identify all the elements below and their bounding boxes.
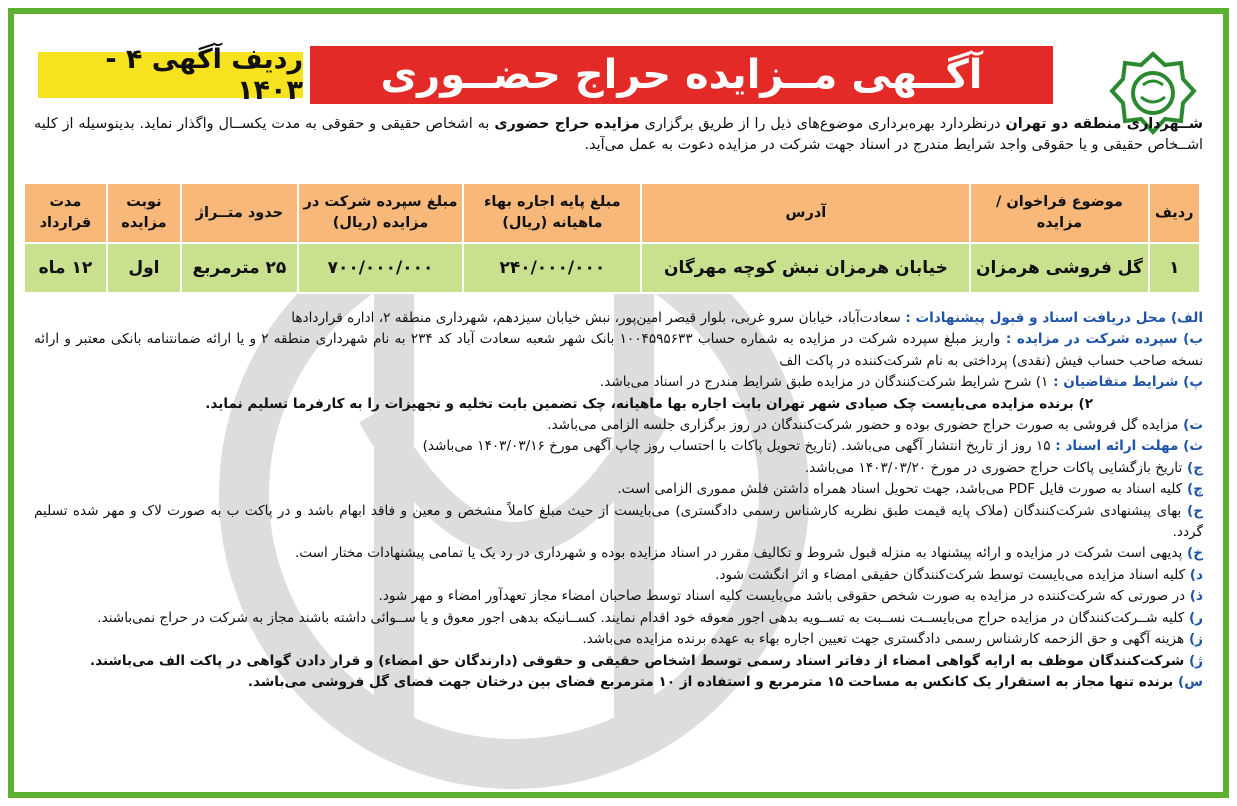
- term-text: ۱۵ روز از تاریخ انتشار آگهی می‌باشد. (تاریخ تحویل پاکات با احتساب روز چاپ آگهی مورخ ۱۴۰۳/۰۳/۱۶ می‌باشد): [422, 438, 1051, 455]
- table-header-row: [24, 183, 1200, 243]
- auction-table: [23, 182, 1201, 294]
- ad-frame: [8, 8, 1229, 798]
- term-item: [34, 501, 1203, 544]
- term-text: تاریخ بازگشایی پاکات حراج حضوری در مورخ ۱۴۰۳/۰۳/۲۰ می‌باشد.: [804, 459, 1183, 476]
- term-label: ذ): [1185, 588, 1203, 605]
- cell-area: ۲۵ مترمربع: [181, 243, 298, 293]
- term-label: ت): [1178, 417, 1203, 434]
- cell-duration: ۱۲ ماه: [24, 243, 107, 293]
- term-label: ز): [1184, 631, 1203, 648]
- term-text: واریز مبلغ سپرده شرکت در مزایده به شماره حساب ۱۰۰۴۵۹۵۶۳۳ بانک شهر شعبه سعادت آباد کد ۲۳۴ به نام شهرداری منطقه ۲ و یا ارائه ضمانتنامه بانکی معتبر و ارائه نسخه صاحب حساب فیش (نقدی) پرداختی به نام شرکت‌کننده در پاکت الف: [34, 331, 1203, 369]
- term-item: [34, 565, 1203, 586]
- cell-round: اول: [107, 243, 181, 293]
- term-label: ر): [1184, 609, 1203, 626]
- term-item: [34, 651, 1203, 672]
- intro-text-a: درنظردارد بهره‌برداری موضوع‌های ذیل را از طریق برگزاری: [639, 116, 1006, 132]
- ad-title: آگــهی مــزایده حراج حضــوری: [310, 46, 1053, 104]
- terms-list: [34, 308, 1203, 693]
- col-header-row-no: ردیف: [1149, 183, 1200, 243]
- intro-text-b: به اشخاص حقیقی و حقوقی به مدت یکســال واگذار نماید. بدینوسیله از کلیه اشــخاص حقیقی و یا حقوقی واجد شرایط مندرج در اسناد جهت شرکت در مزایده دعوت به عمل می‌آید.: [34, 116, 1203, 153]
- cell-address: خیابان هرمزان نبش کوچه مهرگان: [641, 243, 970, 293]
- table-row: [24, 243, 1200, 293]
- term-label: س): [1173, 673, 1203, 690]
- term-label: خ): [1182, 545, 1203, 562]
- col-header-address: آدرس: [641, 183, 970, 243]
- ad-header: [38, 46, 1203, 104]
- term-item: [34, 329, 1203, 372]
- term-item: [34, 479, 1203, 500]
- term-label: ژ): [1184, 652, 1203, 669]
- term-text: هزینه آگهی و حق الزحمه کارشناس رسمی دادگستری جهت تعیین اجاره بهاء به عهده برنده مزایده می‌باشد.: [582, 631, 1185, 648]
- term-item: [34, 308, 1203, 329]
- col-header-base-rent: مبلغ پایه اجاره بهاء ماهیانه (ریال): [463, 183, 641, 243]
- term-item: [34, 458, 1203, 479]
- term-text: مزایده گل فروشی به صورت حراج حضوری بوده و حضور شرکت‌کنندگان در روز برگزاری جلسه الزامی می‌باشد.: [547, 417, 1179, 434]
- org-name: شــهرداری منطقه دو تهران: [1005, 116, 1204, 132]
- col-header-deposit: مبلغ سپرده شرکت در مزایده (ریال): [298, 183, 463, 243]
- term-item: [34, 629, 1203, 650]
- term-label: پ) شرایط متقاضیان :: [1048, 374, 1203, 391]
- term-text: کلیه شــرکت‌کنندگان در مزایده حراج می‌بایســت نســبت به تســویه بدهی اجور معوقه خود اقدام نمایند. کســانیکه بدهی اجور معوق و یا ســوائی داشته باشند مجاز به شرکت در حراج نمی‌باشند.: [97, 609, 1185, 626]
- term-text: سعادت‌آباد، خیابان سرو غربی، بلوار قیصر امین‌پور، نبش خیابان سیزدهم، شهرداری منطقه ۲، اداره قراردادها: [291, 310, 901, 326]
- cell-deposit: ۷۰۰/۰۰۰/۰۰۰: [298, 243, 463, 293]
- term-item: [34, 394, 1203, 415]
- term-text: پدیهی است شرکت در مزایده و ارائه پیشنهاد به منزله قبول شروط و تکالیف مقرر در اسناد مزایده بوده و شهرداری در رد یک یا تمامی پیشنهادات مختار است.: [294, 545, 1183, 562]
- term-label: ح): [1181, 502, 1203, 519]
- term-item: [34, 586, 1203, 607]
- col-header-duration: مدت قرارداد: [24, 183, 107, 243]
- term-text: بهای پیشنهادی شرکت‌کنندگان (ملاک پایه قیمت طبق نظریه کارشناس رسمی دادگستری) می‌بایست از حیث مبلغ کاملاً مشخص و معین و فاقد ابهام باشد و در پاکت ب به صورت لاک و مهر شده تسلیم گردد.: [34, 502, 1203, 541]
- term-text: ۲) برنده مزایده می‌بایست چک صیادی شهر تهران بابت اجاره بها ماهیانه، چک تضمین بابت تخلیه و تجهیزات را به کارفرما تسلیم نماید.: [205, 395, 1093, 412]
- term-text: در صورتی که شرکت‌کننده در مزایده به صورت شخص حقوقی باشد می‌بایست کلیه اسناد توسط صاحبان امضاء مجاز تعهدآور امضاء و مهر شود.: [378, 588, 1186, 605]
- term-item: [34, 608, 1203, 629]
- col-header-round: نوبت مزایده: [107, 183, 181, 243]
- term-text: ۱) شرح شرایط شرکت‌کنندگان در مزایده طبق شرایط مندرج در اسناد می‌باشد.: [599, 374, 1049, 391]
- cell-base-rent: ۲۴۰/۰۰۰/۰۰۰: [463, 243, 641, 293]
- term-label: ج): [1182, 459, 1203, 476]
- ad-number: ردیف آگهی ۴ - ۱۴۰۳: [38, 52, 303, 98]
- term-label: چ): [1182, 481, 1203, 498]
- col-header-subject: موضوع فراخوان / مزایده: [970, 183, 1148, 243]
- term-label: د): [1185, 566, 1203, 583]
- auction-method: مزایده حراج حضوری: [494, 116, 640, 132]
- cell-subject: گل فروشی هرمزان: [970, 243, 1148, 293]
- cell-row-no: ۱: [1149, 243, 1200, 293]
- term-label: ث) مهلت ارائه اسناد :: [1050, 438, 1203, 455]
- term-label: ب) سپرده شرکت در مزایده :: [1000, 331, 1203, 348]
- term-item: [34, 436, 1203, 457]
- term-text: کلیه اسناد مزایده می‌بایست توسط شرکت‌کنندگان حقیقی امضاء و اثر انگشت شود.: [715, 566, 1186, 583]
- term-item: [34, 372, 1203, 393]
- term-label: الف) محل دریافت اسناد و قبول پیشنهادات :: [900, 310, 1203, 326]
- term-text: کلیه اسناد به صورت فایل PDF می‌باشد، جهت تحویل اسناد همراه داشتن فلش مموری الزامی است.: [617, 481, 1183, 498]
- col-header-area: حدود متــراژ: [181, 183, 298, 243]
- term-item: [34, 415, 1203, 436]
- term-item: [34, 672, 1203, 693]
- term-text: شرکت‌کنندگان موظف به ارایه گواهی امضاء از دفاتر اسناد رسمی توسط اشخاص حقیقی و حقوقی (دارندگان حق امضاء) و قرار دادن گواهی در پاکت الف می‌باشند.: [89, 652, 1185, 669]
- term-item: [34, 543, 1203, 564]
- intro-paragraph: [34, 114, 1203, 156]
- term-text: برنده تنها مجاز به استقرار یک کانکس به مساحت ۱۵ مترمربع و استفاده از ۱۰ مترمربع فضای بین درختان جهت فضای گل فروشی می‌باشد.: [247, 673, 1174, 690]
